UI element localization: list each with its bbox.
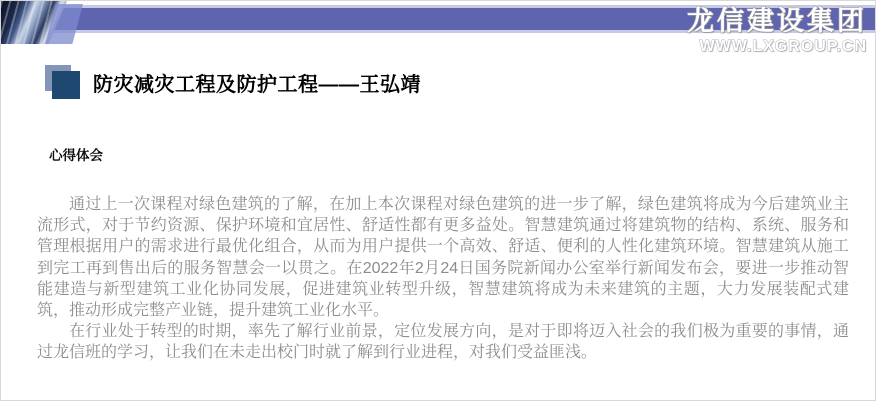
company-website: WWW.LXGROUP.CN: [699, 38, 867, 55]
body-paragraph-1: 通过上一次课程对绿色建筑的了解，在加上本次课程对绿色建筑的进一步了解，绿色建筑将成为今后建筑业主流形式，对于节约资源、保护环境和宜居性、舒适性都有更多益处。智慧建筑通过将建筑物的结构、系统、服务和管理根据用户的需求进行最优化组合，从而为用户提供一个高效、舒适、便利的人性化建筑环境。智慧建筑从施工到完工再到售出后的服务智慧会一以贯之。在2022年2月24日国务院新闻办公室举行新闻发布会，要进一步推动智能建造与新型建筑工业化协同发展，促进建筑业转型升级，智慧建筑将成为未来建筑的主题，大力发展装配式建筑，推动形成完整产业链，提升建筑工业化水平。: [37, 196, 849, 320]
company-logo: [687, 5, 867, 57]
company-name: 龙信建设集团: [687, 6, 867, 36]
title-block: [45, 65, 421, 100]
corner-building-photo: [1, 1, 85, 44]
title-bullet: [45, 65, 81, 100]
title-bullet-square: [52, 71, 80, 99]
slide-title: 防灾减灾工程及防护工程——王弘靖: [93, 74, 421, 96]
body-paragraph-2: 在行业处于转型的时期，率先了解行业前景，定位发展方向，是对于即将迈入社会的我们极为重要的事情，通过龙信班的学习，让我们在未走出校门时就了解到行业进程，对我们受益匪浅。: [37, 323, 849, 362]
section-heading: 心得体会: [49, 148, 103, 163]
body-text: [37, 194, 849, 364]
